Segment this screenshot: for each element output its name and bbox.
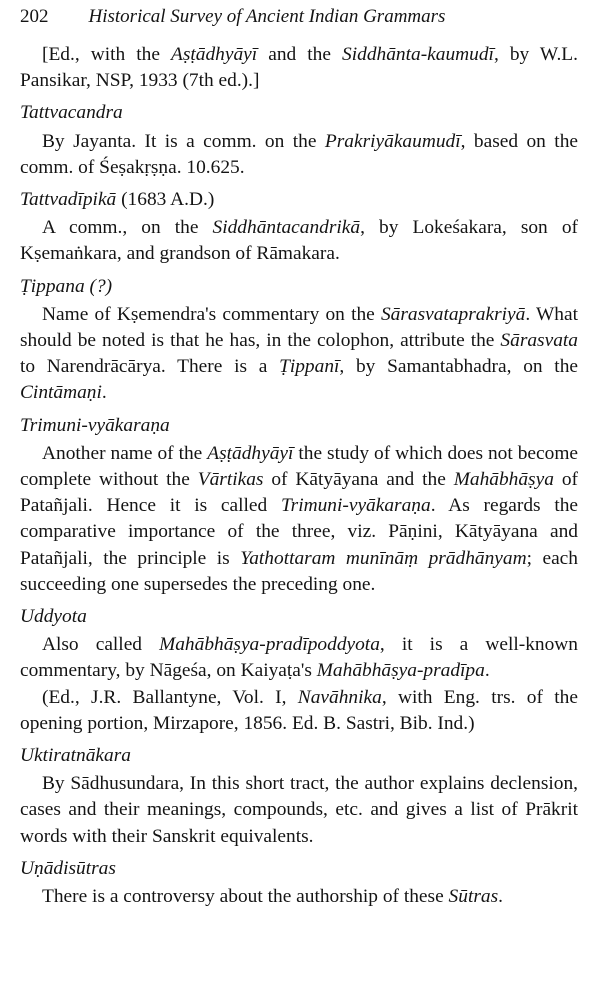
entry-heading-tattvacandra: Tattvacandra [20, 102, 123, 124]
entry-text-uktiratnakara: By Sādhusundara, In this short tract, the author explains declension, cases and their meanings, compounds, etc. and gives a list of Prākrit words with their Sanskrit equivalents. [20, 773, 578, 847]
entry-text-trimuni: Another name of the Aṣṭādhyāyī the study of which does not become complete without the Vārtikas of Kātyāyana and the Mahābhāṣya of Patañjali. Hence it is called Trimuni-vyākaraṇa. As regards the comparative importance of the three, viz. Pāṇini, Kātyāyana and Patañjali, the principle is Yathottaram munīnāṃ prādhānyam; each succeeding one supersedes the preceding one. [20, 442, 579, 595]
entry-edition-uddyota: (Ed., J.R. Ballantyne, Vol. I, Navāhnika, with Eng. trs. of the opening portion, Mirzapore, 1856. Ed. B. Sastri, Bib. Ind.) [20, 686, 578, 734]
intro-paragraph: [Ed., with the Aṣṭādhyāyī and the Siddhānta-kaumudī, by W.L. Pansikar, NSP, 1933 (7th ed.).] [20, 44, 578, 92]
entry-heading-uddyota: Uddyota [20, 606, 87, 628]
page-number: 202 [20, 6, 49, 27]
entry-heading-tattvadipika: Tattvadīpikā (1683 A.D.) [20, 189, 215, 211]
entry-text-tattvadipika: A comm., on the Siddhāntacandrikā, by Lokeśakara, son of Kṣemaṅkara, and grandson of Rāmakara. [20, 217, 578, 265]
entry-text-tattvacandra: By Jayanta. It is a comm. on the Prakriyākaumudī, based on the comm. of Śeṣakṛṣṇa. 10.625. [20, 130, 578, 178]
entry-heading-unadisutras: Uṇādisūtras [20, 857, 116, 879]
entry-text-uddyota: Also called Mahābhāṣya-pradīpoddyota, it is a well-known commentary, by Nāgeśa, on Kaiyaṭa's Mahābhāṣya-pradīpa. [20, 634, 578, 682]
running-title: Historical Survey of Ancient Indian Grammars [88, 6, 446, 27]
page-body [20, 42, 578, 910]
entry-heading-trimuni: Trimuni-vyākaraṇa [20, 414, 170, 436]
entry-text-tippana: Name of Kṣemendra's commentary on the Sārasvataprakriyā. What should be noted is that he has, in the colophon, attribute the Sārasvata to Narendrācārya. There is a Ṭippanī, by Samantabhadra, on the Cintāmaṇi. [20, 303, 578, 404]
entry-text-unadisutras: There is a controversy about the authorship of these Sūtras. [42, 886, 503, 908]
entry-heading-tippana: Ṭippana (?) [20, 275, 113, 297]
running-head [20, 6, 578, 42]
entry-heading-uktiratnakara: Uktiratnākara [20, 745, 131, 767]
